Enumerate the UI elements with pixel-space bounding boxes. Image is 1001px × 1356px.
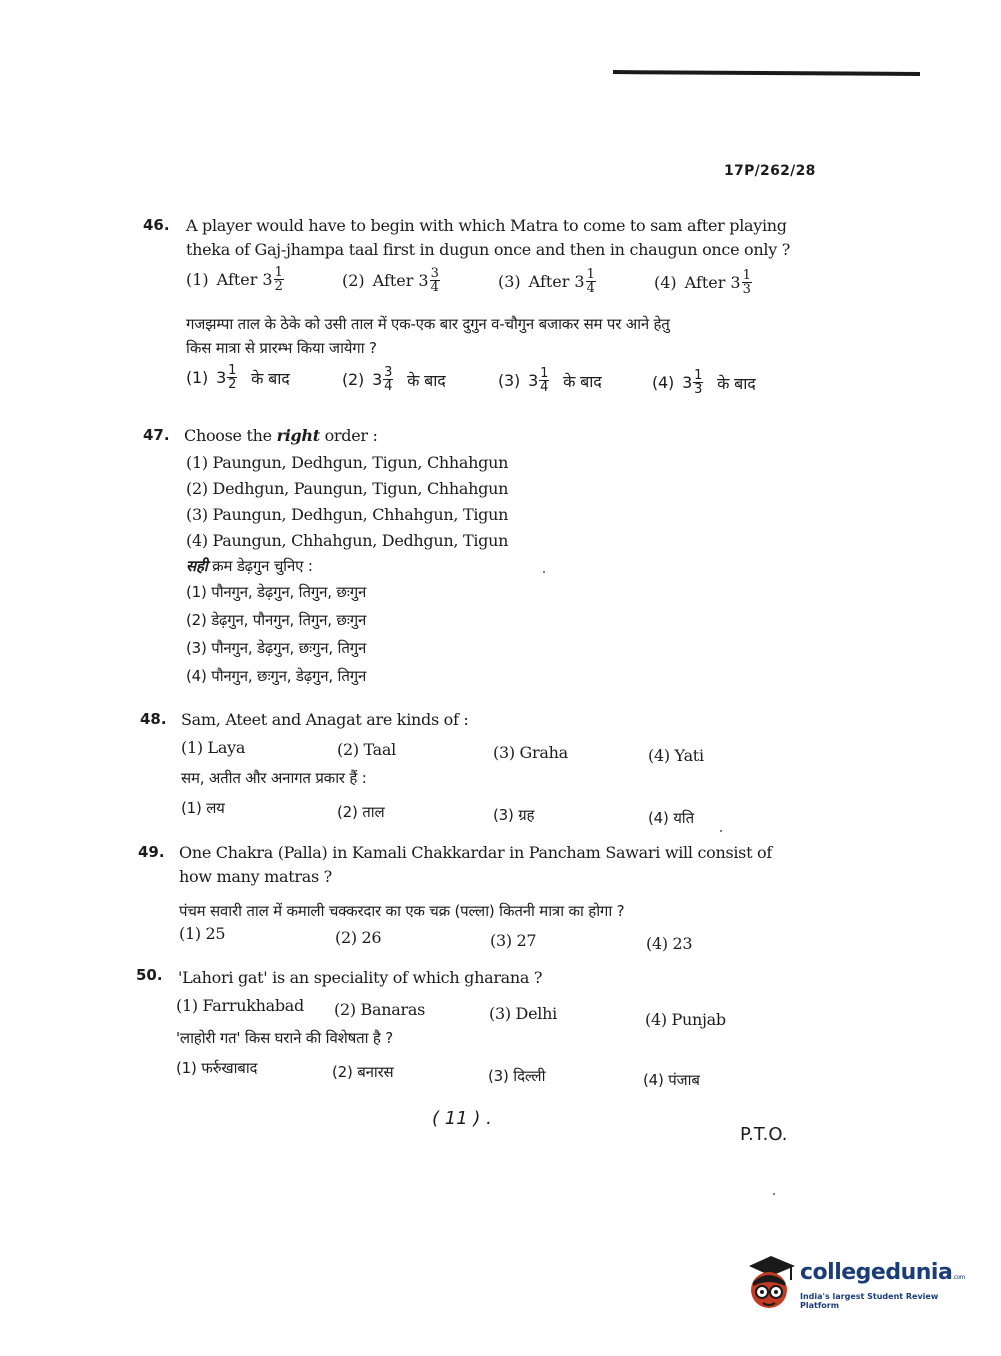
page-number: ( 11 ) . — [432, 1108, 492, 1129]
fraction-denominator: 4 — [586, 281, 595, 296]
question-text-hindi: 'लाहोरी गत' किस घराने की विशेषता है ? — [176, 1029, 393, 1047]
fraction-whole: 3 — [418, 271, 429, 290]
option: (1) Farrukhabad — [176, 996, 304, 1015]
question-number: 50. — [136, 966, 163, 984]
option-number: (4) — [654, 273, 677, 292]
question-text: 'Lahori gat' is an speciality of which gharana ? — [178, 968, 543, 987]
option: (1) Paungun, Dedhgun, Tigun, Chhahgun — [186, 453, 509, 472]
option: (1) 25 — [179, 924, 226, 943]
question-text-hindi: सम, अतीत और अनागत प्रकार हैं : — [181, 769, 367, 787]
fraction-numerator: 1 — [228, 363, 237, 378]
option — [342, 267, 446, 294]
stem-emphasis: सही — [186, 557, 208, 575]
logo-wordmark — [800, 1260, 965, 1285]
fraction-whole: 3 — [574, 272, 585, 291]
option: (2) Taal — [337, 740, 396, 759]
fraction-numerator: 1 — [540, 366, 549, 381]
question-text: how many matras ? — [179, 867, 332, 886]
question-number: 47. — [143, 426, 170, 444]
fraction-denominator: 4 — [384, 379, 393, 394]
fraction-denominator: 4 — [430, 280, 439, 295]
fraction — [742, 269, 752, 296]
paper-code: 17P/262/28 — [724, 163, 816, 179]
option: (3) Paungun, Dedhgun, Chhahgun, Tigun — [186, 505, 509, 524]
fraction — [586, 268, 596, 295]
fraction — [227, 364, 237, 391]
option: (3) Graha — [493, 743, 568, 762]
fraction — [430, 267, 440, 294]
option-number: (4) — [652, 373, 675, 392]
fraction-denominator: 2 — [274, 279, 283, 294]
option — [186, 266, 290, 293]
option: (3) Delhi — [489, 1004, 557, 1023]
option-number: (3) — [498, 371, 521, 390]
option: (2) बनारस — [332, 1063, 394, 1081]
option: (2) ताल — [337, 803, 385, 821]
collegedunia-logo — [743, 1252, 973, 1312]
fraction-numerator: 1 — [586, 267, 595, 282]
question-text-hindi: किस मात्रा से प्रारम्भ किया जायेगा ? — [186, 339, 377, 357]
option — [342, 366, 446, 393]
fraction-numerator: 1 — [742, 268, 751, 283]
fraction-numerator: 1 — [274, 265, 283, 280]
option: (4) Yati — [648, 746, 704, 765]
option: (1) Laya — [181, 738, 246, 757]
option — [652, 369, 756, 396]
fraction — [274, 266, 284, 293]
option-prefix: After — [372, 271, 414, 290]
fraction-whole: 3 — [262, 270, 273, 289]
question-text: theka of Gaj-jhampa taal first in dugun once and then in chaugun once only ? — [186, 240, 790, 259]
mascot-icon — [743, 1252, 799, 1312]
option: (4) पौनगुन, छःगुन, डेढ़गुन, तिगुन — [186, 667, 367, 685]
option-number: (1) — [186, 270, 209, 289]
question-text-hindi: पंचम सवारी ताल में कमाली चक्करदार का एक चक्र (पल्ला) कितनी मात्रा का होगा ? — [179, 902, 625, 920]
stem-post: order : — [319, 426, 378, 445]
stem-pre: Choose the — [184, 426, 277, 445]
fraction — [693, 369, 703, 396]
stem-emphasis: right — [276, 426, 320, 445]
fraction-numerator: 3 — [430, 266, 439, 281]
option-suffix: के बाद — [717, 373, 756, 393]
option — [186, 364, 290, 391]
option-prefix: After — [528, 272, 570, 291]
option: (4) Punjab — [645, 1010, 726, 1029]
question-number: 46. — [143, 216, 170, 234]
speck — [773, 1193, 775, 1195]
option: (3) दिल्ली — [488, 1067, 546, 1085]
fraction-whole: 3 — [372, 370, 383, 389]
pto-label: P.T.O. — [740, 1124, 788, 1145]
question-text: A player would have to begin with which Matra to come to sam after playing — [186, 216, 787, 235]
speck — [720, 830, 722, 832]
logo-tagline: India's largest Student Review Platform — [800, 1292, 939, 1310]
question-text: One Chakra (Palla) in Kamali Chakkardar in Pancham Sawari will consist of — [179, 843, 772, 862]
option: (3) पौनगुन, डेढ़गुन, छःगुन, तिगुन — [186, 639, 367, 657]
fraction-denominator: 2 — [228, 377, 237, 392]
logo-name: collegedunia — [800, 1260, 953, 1285]
option: (2) Banaras — [334, 1000, 425, 1019]
option: (1) लय — [181, 799, 225, 817]
question-text — [184, 426, 378, 445]
fraction-whole: 3 — [216, 368, 227, 387]
option-suffix: के बाद — [563, 371, 602, 391]
option — [654, 269, 758, 296]
option-number: (2) — [342, 370, 365, 389]
stem-post: क्रम डेढ़गुन चुनिए : — [207, 557, 313, 575]
option: (4) यति — [648, 809, 694, 827]
option-number: (3) — [498, 272, 521, 291]
option-prefix: After — [684, 273, 726, 292]
fraction-numerator: 1 — [694, 368, 703, 383]
header-rule — [613, 70, 920, 76]
option — [498, 367, 602, 394]
fraction — [539, 367, 549, 394]
option: (3) ग्रह — [493, 806, 535, 824]
option: (1) फर्रुखाबाद — [176, 1059, 258, 1077]
option-number: (2) — [342, 271, 365, 290]
fraction-denominator: 3 — [742, 282, 751, 297]
option-prefix: After — [216, 270, 258, 289]
option — [498, 268, 602, 295]
option: (2) 26 — [335, 928, 382, 947]
option: (4) 23 — [646, 934, 693, 953]
option-number: (1) — [186, 368, 209, 387]
fraction-whole: 3 — [682, 373, 693, 392]
fraction-denominator: 4 — [540, 380, 549, 395]
fraction — [383, 366, 393, 393]
option-suffix: के बाद — [407, 370, 446, 390]
option: (3) 27 — [490, 931, 537, 950]
fraction-numerator: 3 — [384, 365, 393, 380]
question-text: Sam, Ateet and Anagat are kinds of : — [181, 710, 469, 729]
fraction-whole: 3 — [730, 273, 741, 292]
question-text-hindi — [186, 556, 313, 576]
option-suffix: के बाद — [251, 368, 290, 388]
fraction-denominator: 3 — [694, 382, 703, 397]
logo-suffix: .com — [952, 1274, 966, 1281]
fraction-whole: 3 — [528, 371, 539, 390]
option: (4) Paungun, Chhahgun, Dedhgun, Tigun — [186, 531, 509, 550]
speck — [543, 571, 545, 573]
option: (1) पौनगुन, डेढ़गुन, तिगुन, छःगुन — [186, 583, 367, 601]
option: (2) Dedhgun, Paungun, Tigun, Chhahgun — [186, 479, 509, 498]
question-text-hindi: गजझम्पा ताल के ठेके को उसी ताल में एक-एक बार दुगुन व-चौगुन बजाकर सम पर आने हेतु — [186, 315, 670, 333]
option: (4) पंजाब — [643, 1071, 700, 1089]
question-number: 48. — [140, 710, 167, 728]
question-number: 49. — [138, 843, 165, 861]
option: (2) डेढ़गुन, पौनगुन, तिगुन, छःगुन — [186, 611, 367, 629]
